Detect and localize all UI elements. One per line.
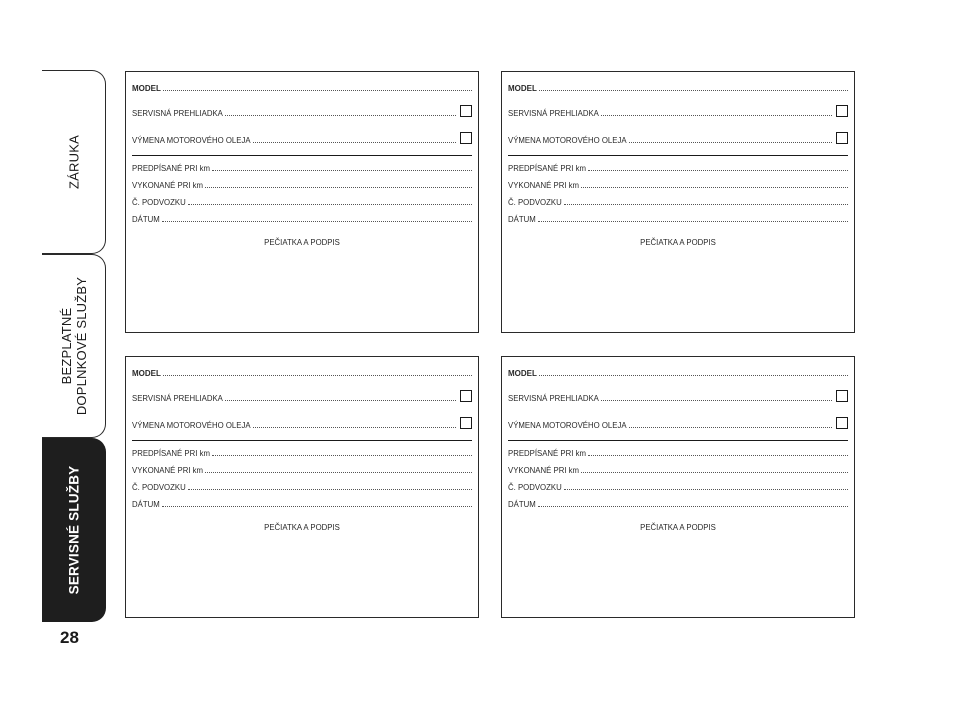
oil-change-checkbox[interactable]	[836, 132, 848, 144]
oil-change-label: VÝMENA MOTOROVÉHO OLEJA	[508, 421, 627, 430]
stamp-signature-label: PEČIATKA A PODPIS	[264, 523, 340, 532]
model-label: MODEL	[508, 369, 537, 378]
service-record-card	[501, 356, 855, 618]
dotted-leader	[629, 142, 832, 143]
service-record-card	[501, 71, 855, 333]
model-fill-line[interactable]	[539, 90, 848, 91]
oil-change-row	[132, 132, 472, 145]
service-record-card	[125, 356, 479, 618]
performed-km-label: VYKONANÉ PRI km	[132, 466, 204, 475]
prescribed-km-label: PREDPÍSANÉ PRI km	[132, 164, 210, 173]
performed-km-fill-line[interactable]	[581, 187, 848, 188]
model-row	[132, 84, 472, 93]
service-inspection-row	[508, 390, 848, 403]
chassis-row	[508, 483, 848, 492]
dotted-leader	[601, 400, 832, 401]
service-inspection-label: SERVISNÁ PREHLIADKA	[132, 109, 223, 118]
prescribed-km-row	[508, 164, 848, 173]
prescribed-km-label: PREDPÍSANÉ PRI km	[508, 449, 586, 458]
date-row	[132, 215, 472, 224]
performed-km-row	[132, 181, 472, 190]
tab-warranty[interactable]	[42, 70, 106, 254]
dotted-leader	[253, 142, 456, 143]
chassis-label: Č. PODVOZKU	[508, 483, 562, 492]
service-inspection-checkbox[interactable]	[836, 105, 848, 117]
model-label: MODEL	[508, 84, 537, 93]
dotted-leader	[253, 427, 456, 428]
date-label: DÁTUM	[132, 215, 160, 224]
date-label: DÁTUM	[132, 500, 160, 509]
chassis-fill-line[interactable]	[188, 489, 472, 490]
date-row	[508, 500, 848, 509]
tab-additional-services[interactable]	[42, 254, 106, 438]
prescribed-km-row	[132, 164, 472, 173]
prescribed-km-label: PREDPÍSANÉ PRI km	[132, 449, 210, 458]
oil-change-label: VÝMENA MOTOROVÉHO OLEJA	[508, 136, 627, 145]
oil-change-checkbox[interactable]	[460, 417, 472, 429]
performed-km-fill-line[interactable]	[205, 187, 472, 188]
tab-service-label: SERVISNÉ SLUŽBY	[66, 465, 81, 595]
chassis-fill-line[interactable]	[188, 204, 472, 205]
prescribed-km-fill-line[interactable]	[212, 170, 472, 171]
chassis-row	[132, 198, 472, 207]
prescribed-km-row	[508, 449, 848, 458]
chassis-fill-line[interactable]	[564, 489, 848, 490]
model-fill-line[interactable]	[163, 375, 472, 376]
chassis-label: Č. PODVOZKU	[132, 483, 186, 492]
performed-km-label: VYKONANÉ PRI km	[508, 181, 580, 190]
oil-change-row	[132, 417, 472, 430]
model-row	[508, 369, 848, 378]
model-label: MODEL	[132, 84, 161, 93]
performed-km-label: VYKONANÉ PRI km	[132, 181, 204, 190]
oil-change-checkbox[interactable]	[460, 132, 472, 144]
service-inspection-label: SERVISNÁ PREHLIADKA	[132, 394, 223, 403]
chassis-row	[132, 483, 472, 492]
oil-change-row	[508, 417, 848, 430]
model-row	[132, 369, 472, 378]
date-row	[132, 500, 472, 509]
chassis-fill-line[interactable]	[564, 204, 848, 205]
prescribed-km-fill-line[interactable]	[588, 170, 848, 171]
service-inspection-row	[132, 105, 472, 118]
performed-km-row	[508, 181, 848, 190]
performed-km-fill-line[interactable]	[581, 472, 848, 473]
tab-warranty-label: ZÁRUKA	[66, 135, 81, 189]
chassis-label: Č. PODVOZKU	[508, 198, 562, 207]
tab-service[interactable]	[42, 438, 106, 622]
oil-change-label: VÝMENA MOTOROVÉHO OLEJA	[132, 136, 251, 145]
service-inspection-checkbox[interactable]	[460, 105, 472, 117]
model-fill-line[interactable]	[539, 375, 848, 376]
oil-change-checkbox[interactable]	[836, 417, 848, 429]
page-number: 28	[60, 628, 79, 647]
performed-km-fill-line[interactable]	[205, 472, 472, 473]
tab-additional-services-label: BEZPLATNÉ DOPLNKOVÉ SLUŽBY	[58, 276, 89, 416]
service-inspection-label: SERVISNÁ PREHLIADKA	[508, 394, 599, 403]
model-fill-line[interactable]	[163, 90, 472, 91]
prescribed-km-label: PREDPÍSANÉ PRI km	[508, 164, 586, 173]
date-fill-line[interactable]	[538, 221, 848, 222]
date-fill-line[interactable]	[162, 506, 472, 507]
oil-change-row	[508, 132, 848, 145]
chassis-label: Č. PODVOZKU	[132, 198, 186, 207]
dotted-leader	[225, 400, 456, 401]
oil-change-label: VÝMENA MOTOROVÉHO OLEJA	[132, 421, 251, 430]
date-fill-line[interactable]	[162, 221, 472, 222]
performed-km-row	[508, 466, 848, 475]
service-record-card	[125, 71, 479, 333]
divider	[508, 155, 848, 156]
performed-km-label: VYKONANÉ PRI km	[508, 466, 580, 475]
performed-km-row	[132, 466, 472, 475]
prescribed-km-fill-line[interactable]	[212, 455, 472, 456]
stamp-signature-label: PEČIATKA A PODPIS	[640, 523, 716, 532]
service-inspection-row	[132, 390, 472, 403]
date-label: DÁTUM	[508, 215, 536, 224]
prescribed-km-fill-line[interactable]	[588, 455, 848, 456]
prescribed-km-row	[132, 449, 472, 458]
stamp-signature-label: PEČIATKA A PODPIS	[640, 238, 716, 247]
dotted-leader	[629, 427, 832, 428]
service-inspection-checkbox[interactable]	[460, 390, 472, 402]
model-label: MODEL	[132, 369, 161, 378]
dotted-leader	[225, 115, 456, 116]
service-inspection-label: SERVISNÁ PREHLIADKA	[508, 109, 599, 118]
date-label: DÁTUM	[508, 500, 536, 509]
service-inspection-row	[508, 105, 848, 118]
section-tabs	[42, 70, 106, 622]
divider	[508, 440, 848, 441]
date-fill-line[interactable]	[538, 506, 848, 507]
stamp-signature-label: PEČIATKA A PODPIS	[264, 238, 340, 247]
divider	[132, 440, 472, 441]
chassis-row	[508, 198, 848, 207]
model-row	[508, 84, 848, 93]
service-inspection-checkbox[interactable]	[836, 390, 848, 402]
date-row	[508, 215, 848, 224]
dotted-leader	[601, 115, 832, 116]
divider	[132, 155, 472, 156]
